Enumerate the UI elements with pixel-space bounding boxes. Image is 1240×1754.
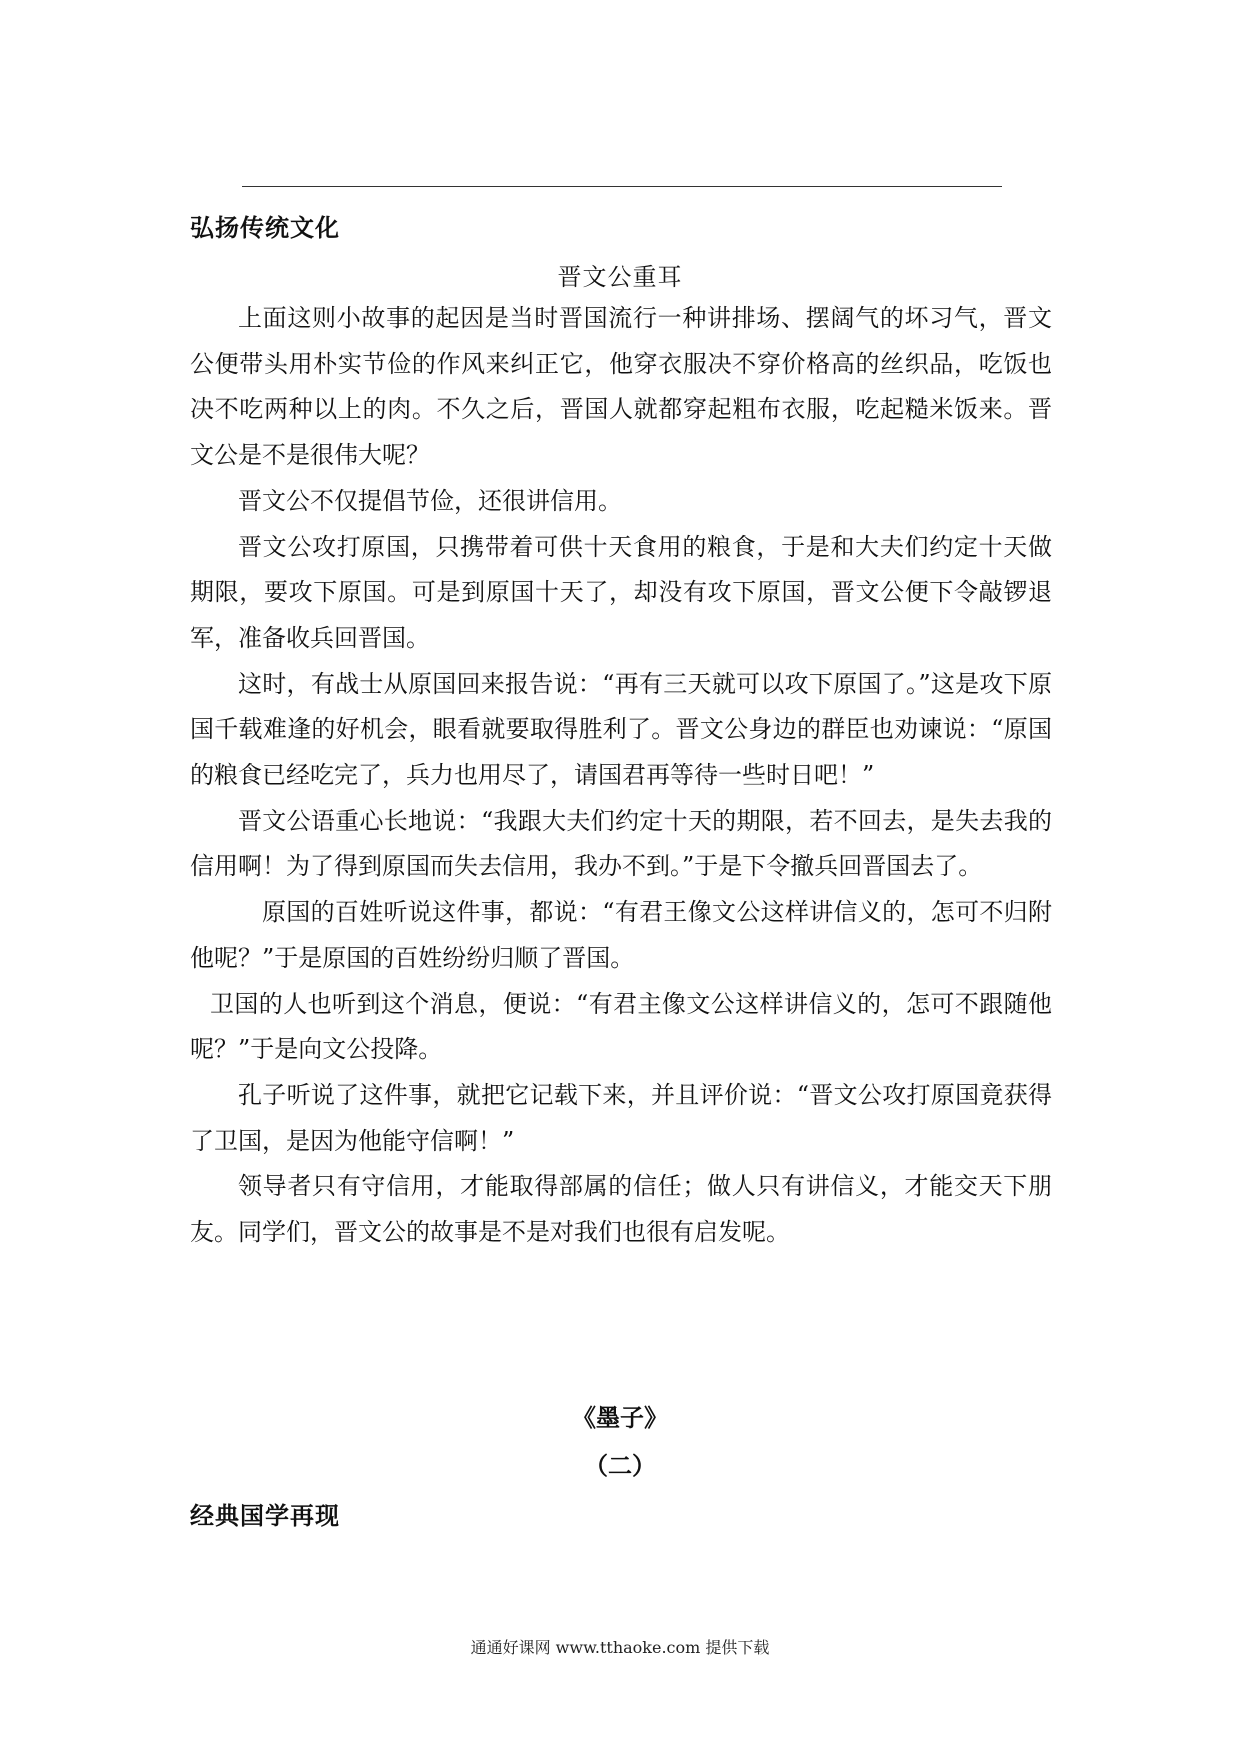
section-heading-culture: 弘扬传统文化 bbox=[190, 214, 340, 242]
top-divider-line bbox=[242, 186, 1002, 187]
story-body bbox=[190, 296, 1052, 1256]
story-paragraph: 卫国的人也听到这个消息，便说：“有君主像文公这样讲信义的，怎可不跟随他呢？”于是向文公投降。 bbox=[190, 989, 1052, 1064]
book-part-number: （二） bbox=[584, 1452, 656, 1480]
story-paragraph: 原国的百姓听说这件事，都说：“有君王像文公这样讲信义的，怎可不归附他呢？”于是原国的百姓纷纷归顺了晋国。 bbox=[190, 898, 1052, 972]
book-title: 《墨子》 bbox=[572, 1404, 668, 1432]
story-paragraph: 这时，有战士从原国回来报告说：“再有三天就可以攻下原国了。”这是攻下原国千载难逢的好机会，眼看就要取得胜利了。晋文公身边的群臣也劝谏说：“原国的粮食已经吃完了，兵力也用尽了，请国君再等待一些时日吧！” bbox=[190, 669, 1052, 790]
section-heading-classic: 经典国学再现 bbox=[190, 1502, 340, 1530]
story-paragraph: 晋文公攻打原国，只携带着可供十天食用的粮食，于是和大夫们约定十天做期限，要攻下原国。可是到原国十天了，却没有攻下原国，晋文公便下令敲锣退军，准备收兵回晋国。 bbox=[190, 532, 1052, 652]
story-title: 晋文公重耳 bbox=[557, 263, 683, 291]
story-paragraph: 晋文公不仅提倡节俭，还很讲信用。 bbox=[238, 486, 622, 515]
story-paragraph: 上面这则小故事的起因是当时晋国流行一种讲排场、摆阔气的坏习气，晋文公便带头用朴实节俭的作风来纠正它，他穿衣服决不穿价格高的丝织品，吃饭也决不吃两种以上的肉。不久之后，晋国人就都穿起粗布衣服，吃起糙米饭来。晋文公是不是很伟大呢？ bbox=[190, 304, 1052, 470]
story-paragraph: 晋文公语重心长地说：“我跟大夫们约定十天的期限，若不回去，是失去我的信用啊！为了得到原国而失去信用，我办不到。”于是下令撤兵回晋国去了。 bbox=[190, 806, 1052, 881]
story-paragraph: 领导者只有守信用，才能取得部属的信任；做人只有讲信义，才能交天下朋友。同学们，晋文公的故事是不是对我们也很有启发呢。 bbox=[190, 1172, 1052, 1247]
story-paragraph: 孔子听说了这件事，就把它记载下来，并且评价说：“晋文公攻打原国竟获得了卫国，是因为他能守信啊！” bbox=[190, 1080, 1052, 1155]
footer-source: 通通好课网 www.tthaoke.com 提供下载 bbox=[470, 1638, 770, 1657]
